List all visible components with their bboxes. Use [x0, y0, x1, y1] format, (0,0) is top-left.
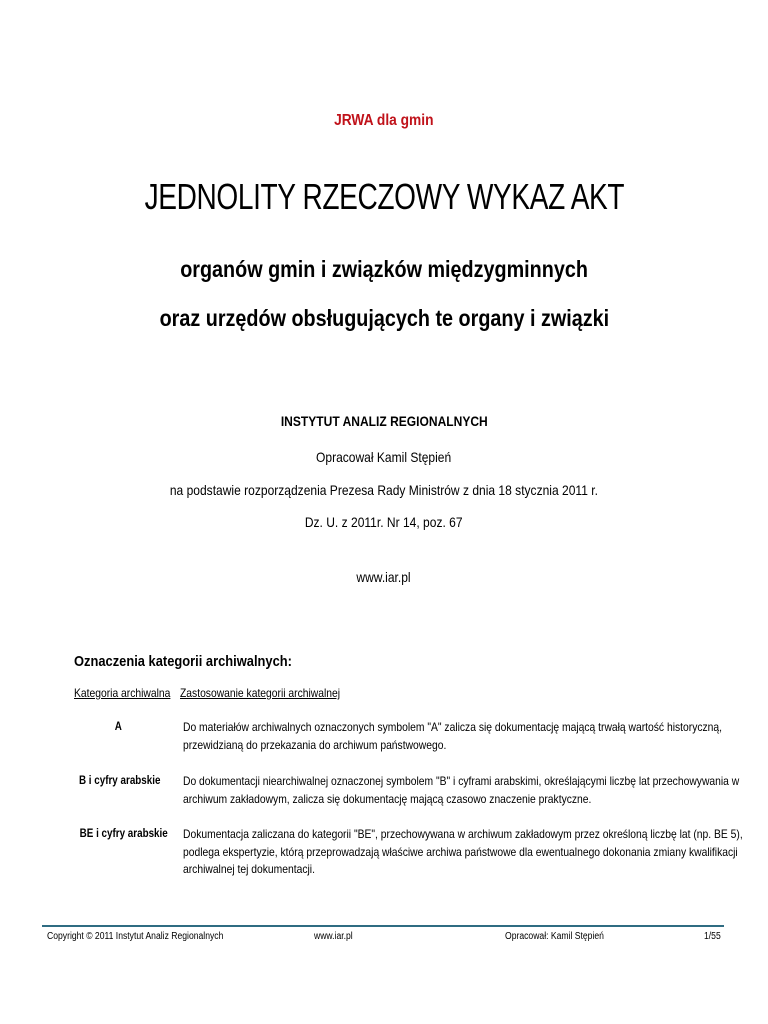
document-tag: JRWA dla gmin	[334, 112, 434, 129]
category-code: A	[114, 719, 122, 733]
footer-website[interactable]: www.iar.pl	[314, 931, 353, 942]
category-code: B i cyfry arabskie	[78, 773, 161, 787]
section-title: Oznaczenia kategorii archiwalnych:	[74, 653, 292, 670]
page-number: 1/55	[704, 931, 721, 942]
column-header-category: Kategoria archiwalna	[74, 686, 171, 700]
footer-divider	[42, 925, 724, 927]
category-description: Do dokumentacji niearchiwalnej oznaczonej symbolem "B" i cyframi arabskimi, określającymi liczbę lat przechowywania w archiwum zakładowym, zalicza się dokumentację mającą czasowo znaczenie praktyczne.	[183, 774, 740, 806]
category-description: Do materiałów archiwalnych oznaczonych symbolem "A" zalicza się dokumentację mającą trwałą wartość historyczną, przewidzianą do przekazania do archiwum państwowego.	[183, 720, 723, 752]
document-title: JEDNOLITY RZECZOWY WYKAZ AKT	[144, 176, 624, 217]
category-description: Dokumentacja zaliczana do kategorii "BE", przechowywana w archiwum zakładowym przez określoną liczbę lat (np. BE 5), podlega ekspertyzie, którą przeprowadzają właściwe archiwa państwowe dla ewentualnego dokonania zmiany kwalifikacji archiwalnej tej dokumentacji.	[183, 827, 743, 876]
document-subtitle-line1: organów gmin i związków międzygminnych	[180, 256, 588, 282]
category-code: BE i cyfry arabskie	[79, 826, 168, 840]
institute-name: INSTYTUT ANALIZ REGIONALNYCH	[280, 413, 488, 429]
footer-author: Opracował: Kamil Stępień	[505, 931, 604, 942]
column-header-usage: Zastosowanie kategorii archiwalnej	[180, 686, 341, 700]
document-subtitle-line2: oraz urzędów obsługujących te organy i związki	[159, 305, 609, 331]
legal-basis-line: na podstawie rozporządzenia Prezesa Rady Ministrów z dnia 18 stycznia 2011 r.	[169, 482, 599, 498]
journal-reference: Dz. U. z 2011r. Nr 14, poz. 67	[305, 514, 463, 530]
author-line: Opracował Kamil Stępień	[316, 449, 452, 465]
website-link[interactable]: www.iar.pl	[356, 569, 412, 585]
footer-copyright: Copyright © 2011 Instytut Analiz Regionalnych	[47, 931, 224, 942]
